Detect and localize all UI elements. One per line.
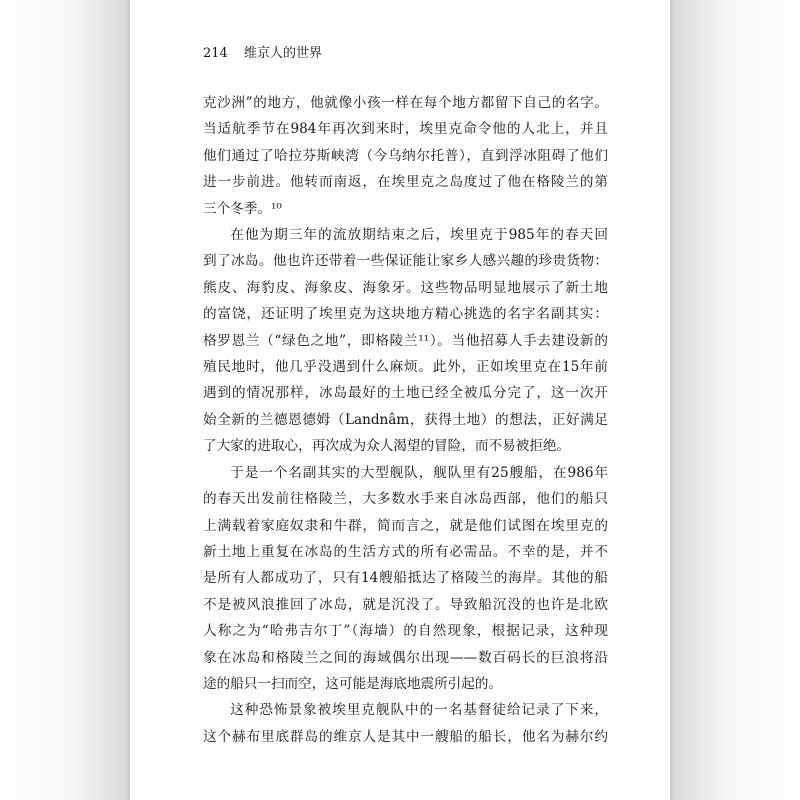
paragraph-3-line-3: 上满载着家庭奴隶和牛群，简而言之，就是他们试图在埃里克的 xyxy=(203,517,608,534)
paragraph-3-line-4: 新土地上重复在冰岛的生活方式的所有必需品。不幸的是，并不 xyxy=(203,543,608,560)
running-head xyxy=(203,42,322,61)
body-text xyxy=(203,90,608,750)
left-page-shadow xyxy=(0,0,130,800)
book-page xyxy=(130,0,670,800)
paragraph-2-line-3: 熊皮、海豹皮、海象皮、海象牙。这些物品明显地展示了新土地 xyxy=(203,279,608,296)
paragraph-3-line-5: 是所有人都成功了，只有14艘船抵达了格陵兰的海岸。其他的船 xyxy=(203,570,608,587)
paragraph-1-line-3: 他们通过了哈拉芬斯峡湾（今乌纳尔托普），直到浮冰阻碍了他们 xyxy=(203,147,608,164)
paragraph-3-line-9: 途的船只一扫而空，这可能是海底地震所引起的。 xyxy=(203,675,503,692)
paragraph-3-line-2: 的春天出发前往格陵兰，大多数水手来自冰岛西部，他们的船只 xyxy=(203,491,608,508)
paragraph-2-line-7: 遇到的情况那样，冰岛最好的土地已经全被瓜分完了，这一次开 xyxy=(203,385,608,402)
paragraph-2-line-2: 到了冰岛。他也许还带着一些保证能让家乡人感兴趣的珍贵货物： xyxy=(203,253,608,270)
paragraph-2-line-8: 始全新的兰德恩德姆（Landnâm，获得土地）的想法，正好满足 xyxy=(203,411,608,428)
paragraph-2-line-5: 格罗恩兰（“绿色之地”，即格陵兰¹¹）。当他招募人手去建设新的 xyxy=(203,332,608,349)
paragraph-3-line-7: 人称之为“哈弗吉尔丁”（海墙）的自然现象，根据记录，这种现 xyxy=(203,623,608,640)
running-head-title: 维京人的世界 xyxy=(243,46,322,61)
paragraph-1-line-4: 进一步前进。他转而南返，在埃里克之岛度过了他在格陵兰的第 xyxy=(203,174,608,191)
paragraph-4-line-1: 这种恐怖景象被埃里克舰队中的一名基督徒给记录了下来， xyxy=(230,702,608,719)
paragraph-3-line-8: 象在冰岛和格陵兰之间的海域偶尔出现——数百码长的巨浪将沿 xyxy=(203,649,608,666)
page-number: 214 xyxy=(203,46,228,61)
paragraph-1-line-1: 克沙洲”的地方，他就像小孩一样在每个地方都留下自己的名字。 xyxy=(203,95,608,111)
paragraph-1-line-5: 三个冬季。¹⁰ xyxy=(203,200,282,217)
paragraph-2-line-4: 的富饶，还证明了埃里克为这块地方精心挑选的名字名副其实： xyxy=(203,306,608,323)
paragraph-4-line-2: 这个赫布里底群岛的维京人是其中一艘船的船长，他名为赫尔约 xyxy=(203,728,608,745)
paragraph-3-line-1: 于是一个名副其实的大型舰队，舰队里有25艘船，在986年 xyxy=(230,464,608,481)
paragraph-2-line-9: 了大家的进取心，再次成为众人渴望的冒险，而不易被拒绝。 xyxy=(203,438,571,455)
paragraph-2-line-6: 殖民地时，他几乎没遇到什么麻烦。此外，正如埃里克在15年前 xyxy=(203,359,608,376)
right-page-shadow xyxy=(670,0,800,800)
paragraph-1-line-2: 当适航季节在984年再次到来时，埃里克命令他的人北上，并且 xyxy=(203,121,608,138)
paragraph-3-line-6: 不是被风浪推回了冰岛，就是沉没了。导致船沉没的也许是北欧 xyxy=(203,596,608,613)
paragraph-2-line-1: 在他为期三年的流放期结束之后，埃里克于985年的春天回 xyxy=(230,227,608,244)
